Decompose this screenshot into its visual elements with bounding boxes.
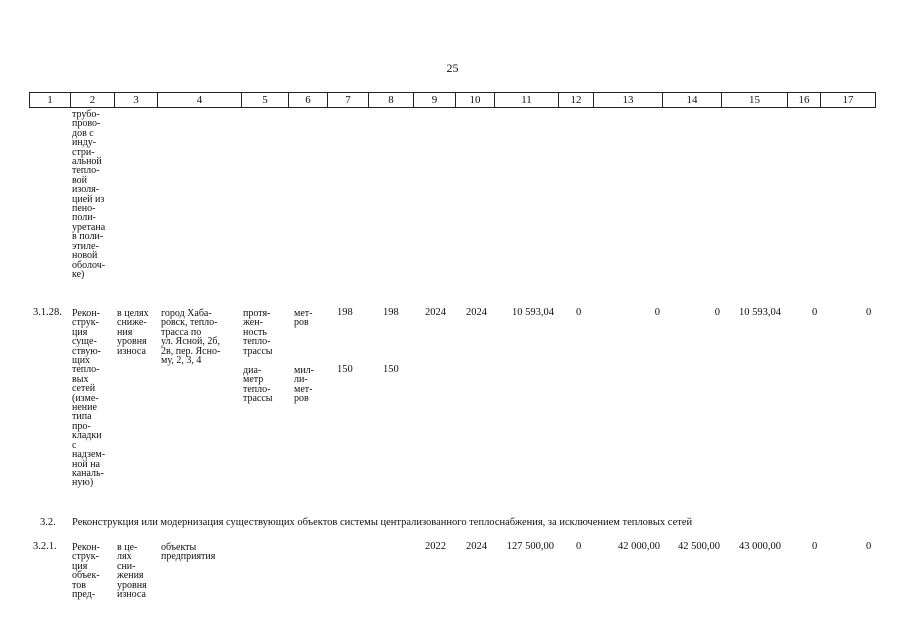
- header-col-3: 3: [115, 93, 158, 107]
- cost-col-15: 10 593,04: [739, 307, 781, 318]
- continued-object-name: трубо- прово- дов с инду- стри- альной тепло- вой изоля- цией из пено- поли- уретана в поли- этиле- новой оболоч- ке): [72, 109, 106, 280]
- cost-col-15: 43 000,00: [739, 541, 781, 552]
- header-col-5: 5: [242, 93, 289, 107]
- table-header-row: [29, 92, 876, 108]
- object-location: город Хаба- ровск, тепло- трасса по ул. Ясной, 2б, 2в, пер. Ясно- му, 2, 3, 4: [161, 308, 221, 367]
- header-col-4: 4: [158, 93, 242, 107]
- header-col-12: 12: [559, 93, 594, 107]
- unit-diameter: мил- ли- мет- ров: [294, 365, 314, 405]
- header-col-13: 13: [594, 93, 663, 107]
- cost-col-16: 0: [812, 541, 818, 552]
- header-col-17: 17: [842, 94, 854, 106]
- parameter-diameter: диа- метр тепло- трассы: [243, 365, 273, 405]
- header-col-10: 10: [456, 93, 495, 107]
- object-goal: в целях сниже- ния уровня износа: [117, 308, 149, 357]
- cost-col-12: 0: [576, 307, 582, 318]
- object-name: Рекон- струк- ция объек- тов пред-: [72, 542, 100, 601]
- cost-col-13: 0: [654, 307, 660, 318]
- header-col-9: 9: [414, 93, 456, 107]
- header-col-8: 8: [369, 93, 414, 107]
- parameter-length: протя- жен- ность тепло- трассы: [243, 308, 273, 357]
- row-number: 3.1.28.: [33, 307, 62, 318]
- cost-col-12: 0: [576, 541, 582, 552]
- cost-col-13: 42 000,00: [618, 541, 660, 552]
- diameter-before: 150: [337, 364, 353, 375]
- total-cost: 10 593,04: [512, 307, 554, 318]
- object-location: объекты предприятия: [161, 542, 216, 563]
- page-number: 25: [446, 61, 459, 75]
- header-col-7: 7: [328, 93, 369, 107]
- cost-col-14: 0: [714, 307, 720, 318]
- cost-col-17: 0: [866, 307, 872, 318]
- length-before: 198: [337, 307, 353, 318]
- header-col-15: 15: [722, 93, 788, 107]
- header-col-14: 14: [663, 93, 722, 107]
- year-start: 2024: [425, 307, 446, 318]
- header-col-6: 6: [289, 93, 328, 107]
- header-col-16: 16: [788, 93, 821, 107]
- diameter-after: 150: [383, 364, 399, 375]
- section-title: Реконструкция или модернизация существующих объектов системы централизованного теплоснабжения, за исключением тепловых сетей: [72, 517, 693, 528]
- length-after: 198: [383, 307, 399, 318]
- cost-col-14: 42 500,00: [678, 541, 720, 552]
- cost-col-16: 0: [812, 307, 818, 318]
- year-end: 2024: [466, 541, 487, 552]
- cost-col-17: 0: [866, 541, 872, 552]
- object-name: Рекон- струк- ция суще- ствую- щих тепло- вых сетей (изме- нение типа про- кладки с надзем- ной на каналь- ную): [72, 308, 106, 489]
- unit-length: мет- ров: [294, 308, 313, 329]
- row-number: 3.2.1.: [33, 541, 57, 552]
- year-end: 2024: [466, 307, 487, 318]
- header-col-1: 1: [30, 93, 71, 107]
- total-cost: 127 500,00: [506, 541, 554, 552]
- year-start: 2022: [425, 541, 446, 552]
- section-number: 3.2.: [40, 517, 56, 528]
- header-col-2: 2: [71, 93, 115, 107]
- header-col-11: 11: [495, 93, 559, 107]
- object-goal: в це- лях сни- жения уровня износа: [117, 542, 147, 601]
